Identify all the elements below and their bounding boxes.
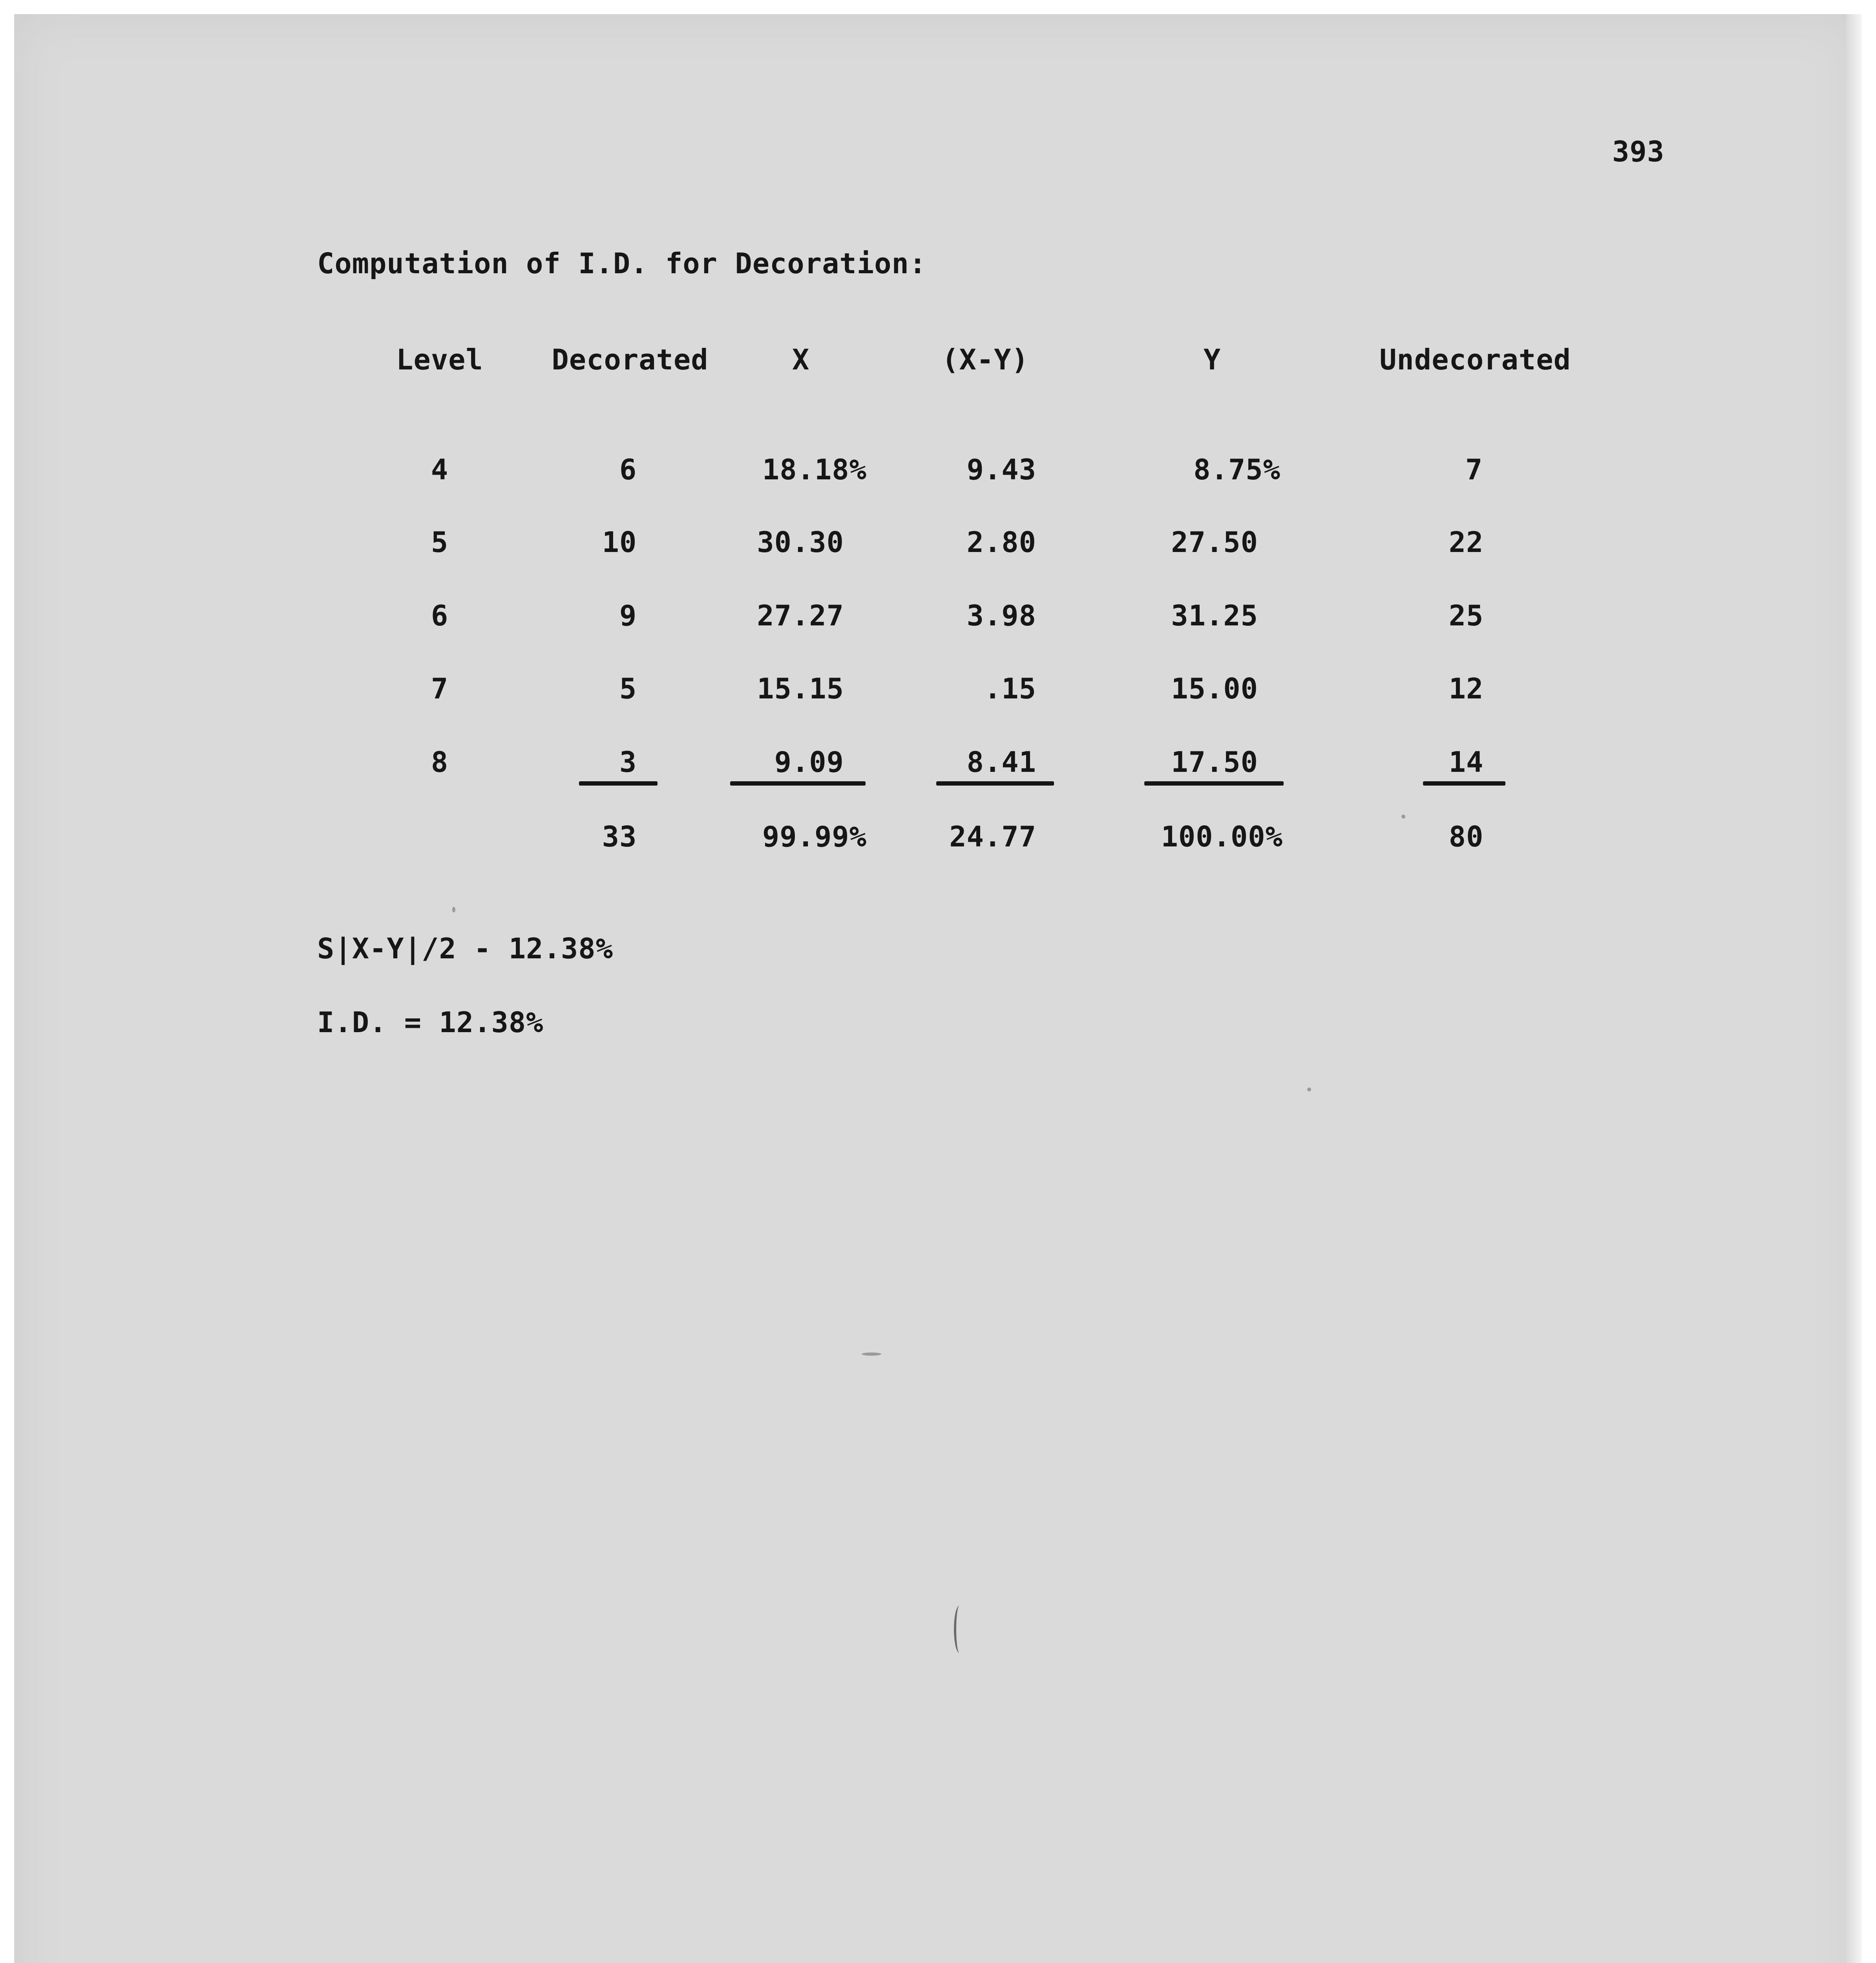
table-cell: 27.27 [757,599,844,632]
column-header-undecorated: Undecorated [1379,343,1571,376]
column-header-level: Level [396,343,483,376]
total-x: 99.99% [762,820,867,853]
table-cell: 8.41 [966,746,1036,779]
table-cell: .15 [984,672,1036,705]
formula-sum-line: S|X-Y|/2 - 12.38% [317,932,613,965]
total-x-minus-y: 24.77 [949,820,1036,853]
table-cell: 14 [1449,746,1484,779]
formula-id-line: I.D. = 12.38% [317,1006,544,1039]
table-cell: 8.75% [1193,453,1281,486]
total-y: 100.00% [1161,820,1283,853]
table-cell: 15.15 [757,672,844,705]
speck [1307,1088,1311,1091]
table-cell: 9.43 [966,453,1036,486]
table-cell: 4 [431,453,449,486]
total-undecorated: 80 [1449,820,1484,853]
column-header-x-minus-y: (X-Y) [942,343,1029,376]
table-cell: 3.98 [966,599,1036,632]
table-cell: 9.09 [774,746,844,779]
table-cell: 7 [431,672,449,705]
column-header-x: X [792,343,810,376]
table-cell: 27.50 [1171,526,1258,559]
speck [1401,815,1405,819]
table-cell: 22 [1449,526,1484,559]
table-cell: 30.30 [757,526,844,559]
table-cell: 15.00 [1171,672,1258,705]
sum-rule [579,781,658,786]
table-cell: 2.80 [966,526,1036,559]
total-decorated: 33 [602,820,637,853]
table-cell: 10 [602,526,637,559]
page-mark [954,1606,965,1653]
table-cell: 25 [1449,599,1484,632]
table-cell: 18.18% [762,453,867,486]
page-edge [1846,14,1862,1963]
sum-rule [1423,781,1505,786]
table-cell: 6 [619,453,637,486]
speck [862,1353,881,1356]
sum-rule [1144,781,1284,786]
document-page [14,14,1861,1963]
speck [452,907,455,912]
table-cell: 8 [431,746,449,779]
table-cell: 31.25 [1171,599,1258,632]
column-header-decorated: Decorated [552,343,709,376]
table-cell: 6 [431,599,449,632]
table-cell: 3 [619,746,637,779]
column-header-y: Y [1203,343,1221,376]
table-cell: 5 [619,672,637,705]
table-cell: 7 [1465,453,1483,486]
table-cell: 9 [619,599,637,632]
table-cell: 5 [431,526,449,559]
table-cell: 17.50 [1171,746,1258,779]
sum-rule [936,781,1054,786]
table-cell: 12 [1449,672,1484,705]
page-number: 393 [1612,135,1665,168]
sum-rule [730,781,866,786]
page-title: Computation of I.D. for Decoration: [317,247,927,280]
